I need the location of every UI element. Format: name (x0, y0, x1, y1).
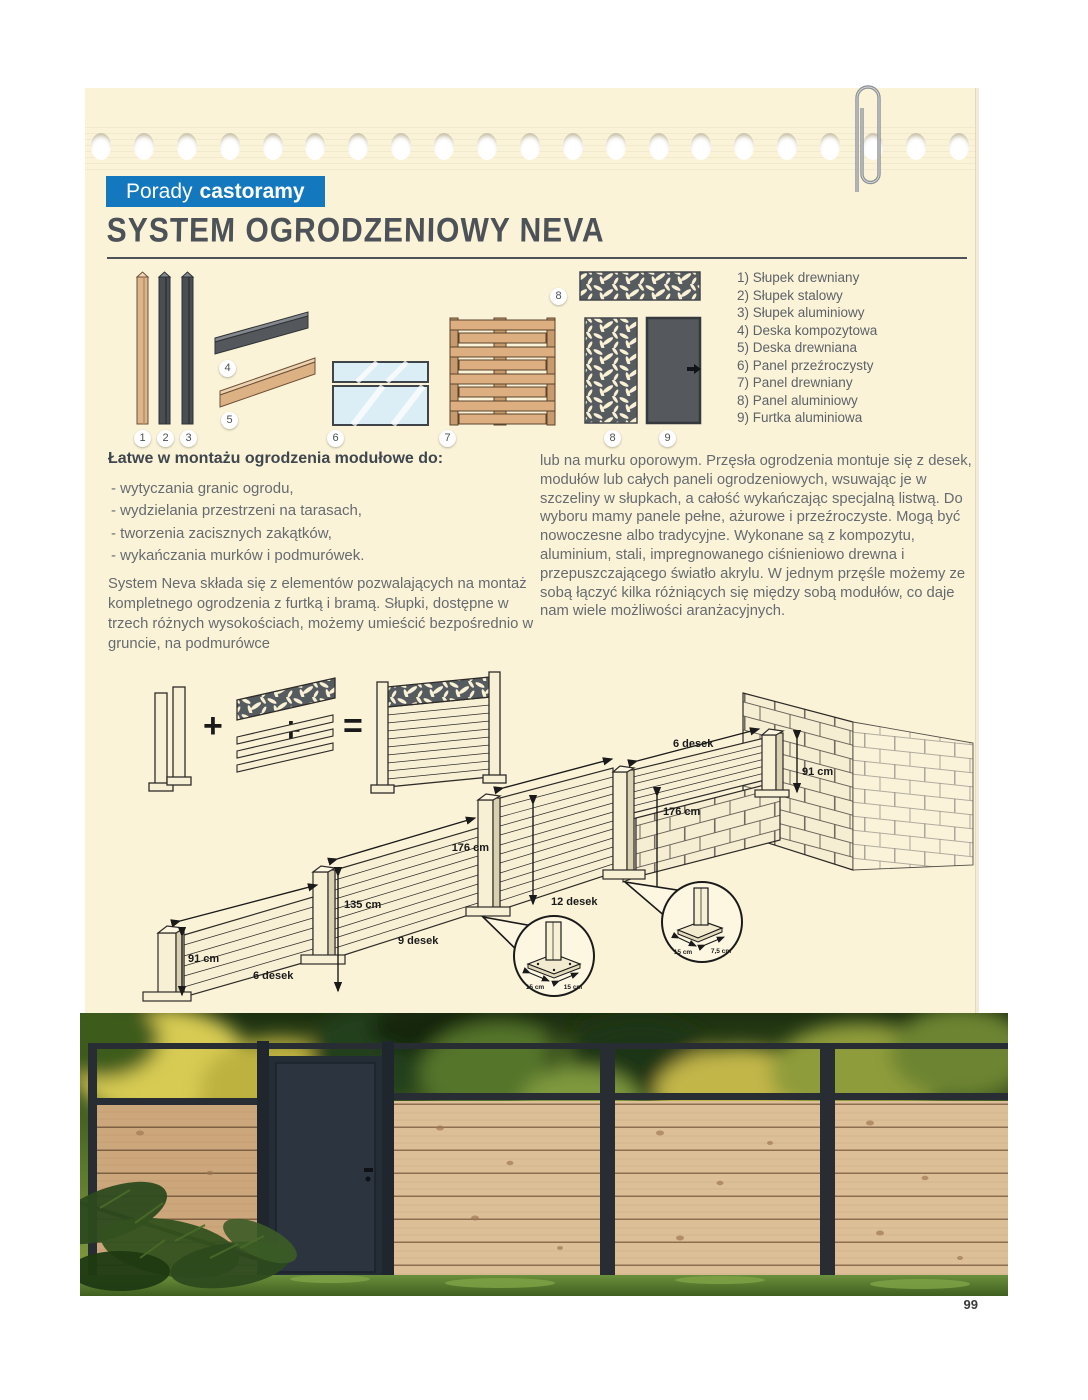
page-title: SYSTEM OGRODZENIOWY NEVA (106, 212, 605, 250)
base2-depth: 7,5 cm (710, 948, 732, 955)
fence-post-dark (820, 1046, 835, 1282)
intro-bullets (111, 478, 364, 567)
binder-hole (134, 133, 154, 159)
equation-result-panel (371, 672, 506, 793)
binder-hole (777, 133, 797, 159)
binder-hole (220, 133, 240, 159)
base2-width: 15 cm (673, 949, 693, 956)
legend-item: 8) Panel aluminiowy (737, 392, 858, 408)
legend-item: 9) Furtka aluminiowa (737, 410, 863, 425)
bullet-item: - wydzielania przestrzeni na tarasach, (111, 502, 362, 520)
title-divider (107, 257, 967, 259)
page-number: 99 (963, 1297, 978, 1312)
legend-item: 1) Słupek drewniany (737, 270, 860, 285)
porady-badge (106, 176, 325, 207)
right-section-rail (394, 1093, 1008, 1100)
top-rail (88, 1043, 1008, 1049)
part-badge-2: 2 (157, 430, 174, 447)
label-9desek: 9 desek (398, 935, 439, 947)
panel-aluminium-strip-item (580, 272, 700, 300)
part-badge-5: 5 (221, 412, 238, 429)
binder-hole (520, 133, 540, 159)
base1-width: 15 cm (525, 984, 545, 991)
dim-91-left: 91 cm (188, 953, 220, 965)
badge-text-bold: castoramy (199, 179, 305, 203)
legend-item: 6) Panel przeźroczysty (737, 357, 874, 373)
parts-legend (737, 269, 975, 427)
binder-hole (348, 133, 368, 159)
binder-hole (949, 133, 969, 159)
intro-paragraph-right: lub na murku oporowym. Przęsła ogrodzenia montuje się z desek, modułów lub całych paneli ogrodzeniowych, wsuwając je w szczeliny w słupkach, a całość wykańczając specjalną listwą. Do wyboru mamy panele pełne, ażurowe i przeźroczyste. Mogą być nowoczesne albo tradycyjne. Wykonane są z kompozytu, aluminium, stali, impregnowanego ciśnieniowo drewna i przepuszczającego światło akrylu. W jednym przęśle możemy ze sobą łączyć kilka różniących się między sobą modułów, co daje nam wiele możliwości aranżacyjnych. (540, 453, 972, 620)
binder-holes-row (91, 132, 969, 160)
left-section-rail (88, 1098, 257, 1105)
intro-heading: Łatwe w montażu ogrodzenia modułowe do: (108, 450, 444, 467)
part-badge-4: 4 (219, 360, 236, 377)
binder-hole (649, 133, 669, 159)
panel-transparent-item (333, 362, 428, 425)
dim-176-mid: 176 cm (451, 842, 489, 854)
fence-photo (80, 1013, 1008, 1296)
binder-hole (305, 133, 325, 159)
label-6desek-right: 6 desek (673, 738, 714, 750)
base1-depth: 15 cm (563, 984, 583, 991)
binder-hole (263, 133, 283, 159)
gate-aluminium-item (647, 318, 701, 423)
part-badge-8b: 8 (604, 430, 621, 447)
board-composite-item (215, 312, 308, 354)
binder-hole (734, 133, 754, 159)
dim-91-right: 91 cm (802, 766, 834, 778)
binder-hole (391, 133, 411, 159)
part-badge-1: 1 (134, 430, 151, 447)
binder-hole (820, 133, 840, 159)
post-wood-item (137, 272, 148, 424)
part-badge-6: 6 (327, 430, 344, 447)
dim-135: 135 cm (344, 899, 382, 911)
bullet-item: - wykańczania murków i podmurówek. (111, 546, 365, 564)
intro-paragraph-left: System Neva składa się z elementów pozwalających na montaż kompletnego ogrodzenia z furtką i bramą. Słupki, dostępne w trzech różnych wysokościach, możemy umieścić bezpośrednio w gruncie, na podmurówce (108, 576, 534, 652)
fence-post-dark (600, 1046, 615, 1282)
binder-hole (606, 133, 626, 159)
part-badge-9: 9 (659, 430, 676, 447)
catalog-page (85, 88, 976, 1014)
panel-aluminium-item (585, 318, 637, 423)
part-badge-8a: 8 (550, 288, 567, 305)
fence-parts-figure (125, 268, 715, 438)
post-aluminium-item (182, 272, 193, 424)
base-detail-circle-1 (483, 916, 594, 996)
gate-handle (364, 1168, 373, 1172)
post-steel-item (159, 272, 170, 424)
label-12desek: 12 desek (551, 896, 598, 908)
plus-sign: + (203, 707, 223, 745)
paperclip-icon (843, 64, 889, 204)
assembly-diagram (85, 665, 975, 1014)
fence-wood-right (394, 1101, 1008, 1281)
binder-hole (563, 133, 583, 159)
binder-hole (691, 133, 711, 159)
badge-text-regular: Porady (126, 179, 193, 203)
legend-item: 4) Deska kompozytowa (737, 322, 878, 338)
binder-hole (906, 133, 926, 159)
equation-posts-pair (149, 687, 191, 791)
equals-sign: = (343, 707, 363, 745)
binder-hole (434, 133, 454, 159)
bullet-item: - tworzenia zacisznych zakątków, (111, 524, 332, 542)
part-badge-7: 7 (439, 430, 456, 447)
panel-wood-item (450, 318, 555, 425)
binder-hole (477, 133, 497, 159)
legend-item: 2) Słupek stalowy (737, 287, 843, 303)
binder-hole (177, 133, 197, 159)
bullet-item: - wytyczania granic ogrodu, (111, 480, 294, 497)
part-badge-3: 3 (180, 430, 197, 447)
legend-item: 7) Panel drewniany (737, 375, 853, 390)
legend-item: 3) Słupek aluminiowy (737, 305, 865, 320)
binder-hole (91, 133, 111, 159)
dim-176-right: 176 cm (663, 806, 701, 818)
legend-item: 5) Deska drewniana (737, 340, 858, 355)
label-6desek-left: 6 desek (253, 970, 294, 982)
fence-post-dark (88, 1043, 97, 1283)
base-detail-circle-2 (625, 882, 742, 962)
